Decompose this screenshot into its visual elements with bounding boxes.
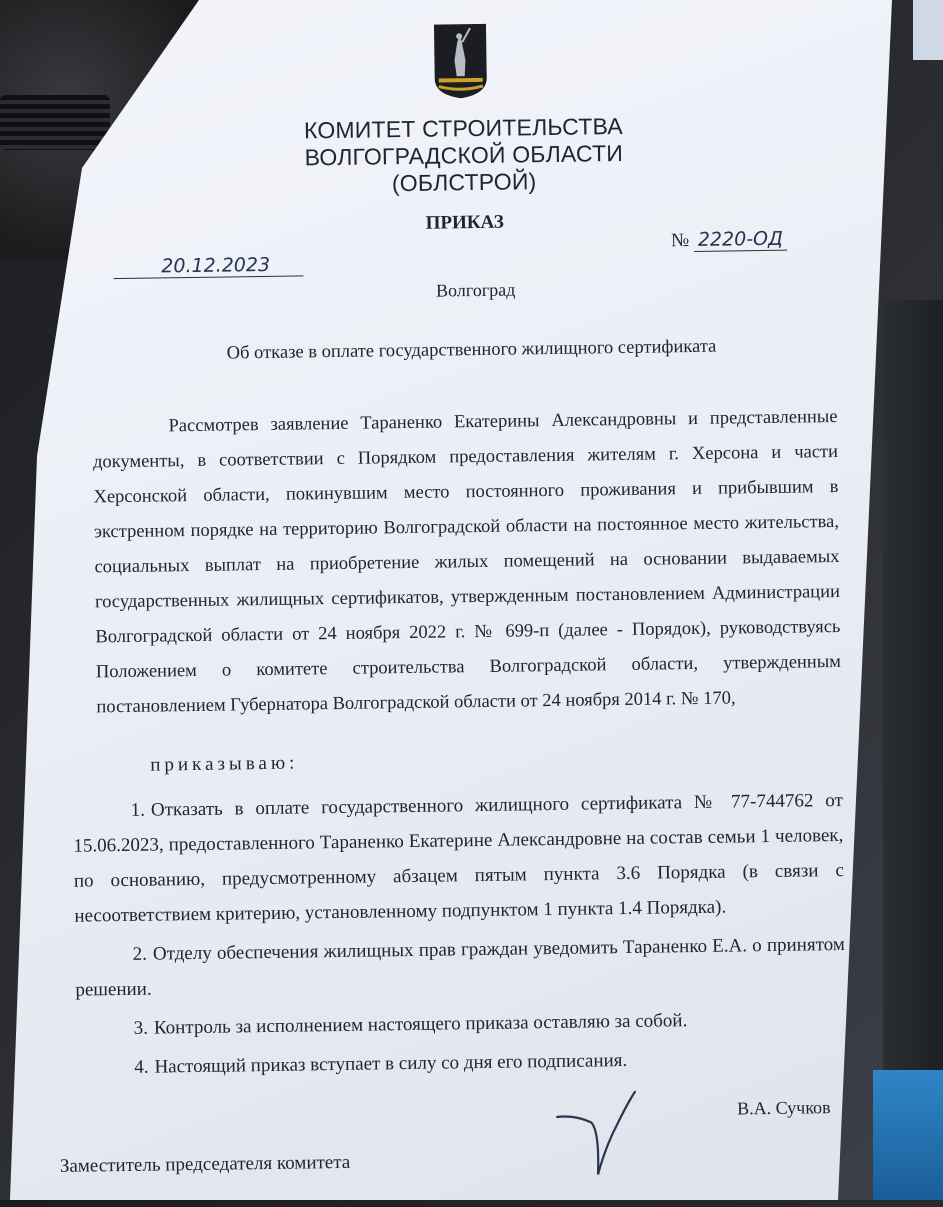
document-type: ПРИКАЗ [425, 211, 504, 234]
number-value: 2220-ОД [694, 228, 787, 252]
city: Волгоград [435, 279, 516, 301]
handwritten-signature [555, 1086, 656, 1182]
number-label: № [670, 230, 690, 252]
org-line-3: (ОБЛСТРОЙ) [391, 168, 537, 197]
item-number: 2. [132, 943, 148, 965]
item-text: Контроль за исполнением настоящего приказа оставляю за собой. [153, 1010, 688, 1039]
coat-of-arms-icon [432, 22, 489, 101]
order-number [671, 227, 811, 252]
org-line-2: ВОЛГОГРАДСКОЙ ОБЛАСТИ [304, 139, 624, 171]
preamble [92, 400, 841, 725]
order-subject: Об отказе в оплате государственного жилищного сертификата [226, 336, 717, 364]
signer-name: В.А. Сучков [736, 1097, 831, 1119]
item-number: 1. [130, 799, 146, 821]
order-items [73, 783, 847, 1090]
order-item [73, 783, 845, 934]
order-date: 20.12.2023 [113, 253, 303, 279]
order-item [75, 927, 846, 1008]
preamble-text: Рассмотрев заявление Тараненко Екатерины Александровны и представленные документы, в соответствии с Порядком предоставления жителям г. Херсона и части Херсонской области, покинувшим место постоянного проживания и прибывшим в экстренном порядке на территорию Волгоградской области на постоянное место жительства, социальных выплат на приобретение жилых помещений на основании выдаваемых государственных жилищных сертификатов, утвержденным постановлением Администрации Волгоградской области от 24 ноября 2022 г. № 699-п (далее - Порядок), руководствуясь Положением о комитете строительства Волгоградской области, утвержденным постановлением Губернатора Волгоградской области от 24 ноября 2014 г. № 170, [92, 406, 842, 718]
org-line-1: КОМИТЕТ СТРОИТЕЛЬСТВА [303, 112, 623, 144]
signer-title: Заместитель председателя комитета [59, 1151, 351, 1177]
decree-word: приказываю: [150, 752, 299, 776]
item-text: Настоящий приказ вступает в силу со дня его подписания. [154, 1049, 628, 1078]
order-item [76, 1001, 846, 1047]
item-number: 3. [133, 1017, 149, 1039]
item-number: 4. [134, 1056, 149, 1078]
order-item [76, 1040, 846, 1086]
organization-name [263, 112, 664, 199]
item-text: Отказать в оплате государственного жилищного сертификата № 77-744762 от 15.06.2023, предоставленного Тараненко Екатерине Александровне на состав семьи 1 человек, по основанию, предусмотренному абзацем пятым пункта 3.6 Порядка (в связи с несоответствием критерию, установленному подпунктом 1 пункта 1.4 Порядка). [73, 789, 844, 927]
item-text: Отделу обеспечения жилищных прав граждан уведомить Тараненко Е.А. о принятом решении. [75, 933, 845, 1001]
